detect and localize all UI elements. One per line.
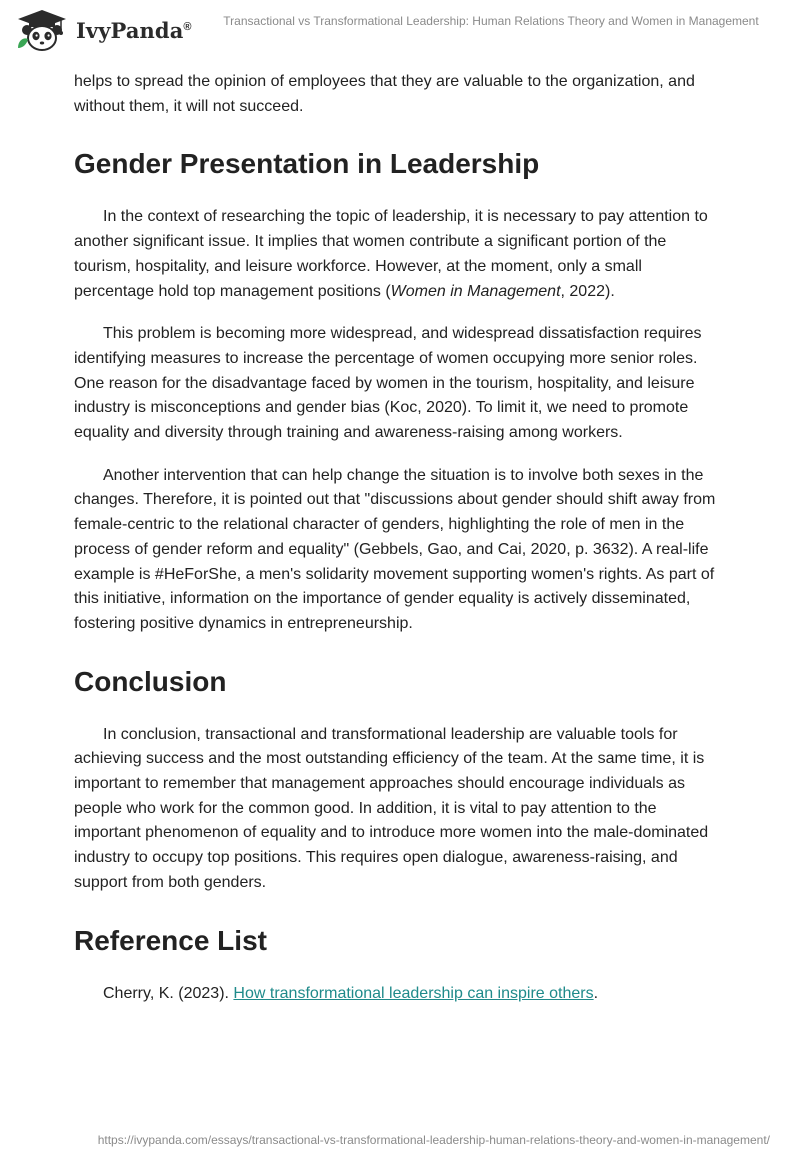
paragraph-gender-2: This problem is becoming more widespread, and widespread dissatisfaction requires identifying measures to increase the percentage of women occupying more senior roles. One reason for the disadvantage faced by women in the tourism, hospitality, and leisure industry is misconceptions and gender bias (Koc, 2020). To limit it, we need to promote equality and diversity through training and awareness-raising among workers. (74, 325, 702, 442)
heading-gender-presentation: Gender Presentation in Leadership (74, 148, 540, 180)
reference-link[interactable]: How transformational leadership can inspire others (233, 984, 594, 1002)
paragraph-gender-1: In the context of researching the topic of leadership, it is necessary to pay attention to another significant issue. It implies that women contribute a significant portion of the tourism, hospitality, and leisure workforce. However, at the moment, only a small percentage hold top management positions (Women in Management, 2022). (74, 208, 708, 300)
heading-reference-list: Reference List (74, 924, 267, 956)
panda-graduate-icon (14, 8, 70, 52)
reference-item: Cherry, K. (2023). How transformational leadership can inspire others. (103, 984, 599, 1002)
ivypanda-logo[interactable] (14, 8, 192, 52)
brand-name: IvyPanda® (76, 17, 192, 43)
paragraph-conclusion: In conclusion, transactional and transformational leadership are valuable tools for achieving success and the most outstanding efficiency of the team. At the same time, it is important to remember that management approaches should encourage individuals as people who work for the common good. In addition, it is vital to pay attention to the important phenomenon of equality and to introduce more women into the male-dominated industry to occupy top positions. This requires open dialogue, awareness-raising, and support from both genders. (74, 725, 709, 891)
intro-paragraph: helps to spread the opinion of employees that they are valuable to the organization, and without them, it will not succeed. (74, 73, 695, 115)
paragraph-gender-3: Another intervention that can help change the situation is to involve both sexes in the changes. Therefore, it is pointed out that "discussions about gender should shift away from female-centric to the relational character of genders, highlighting the role of men in the process of gender reform and equality" (Gebbels, Gao, and Cai, 2020, p. 3632). A real-life example is #HeForShe, a men's solidarity movement supporting women's rights. As part of this initiative, information on the importance of gender equality is actively disseminated, fostering positive dynamics in entrepreneurship. (74, 466, 716, 632)
article-body (74, 70, 726, 1006)
running-title: Transactional vs Transformational Leadership: Human Relations Theory and Women in Management (223, 14, 759, 28)
footer-url[interactable]: https://ivypanda.com/essays/transactional-vs-transformational-leadership-human-relations-theory-and-women-in-management/ (97, 1133, 770, 1147)
page-header (0, 0, 800, 64)
heading-conclusion: Conclusion (74, 665, 227, 697)
citation-italic: Women in Management (390, 282, 561, 300)
